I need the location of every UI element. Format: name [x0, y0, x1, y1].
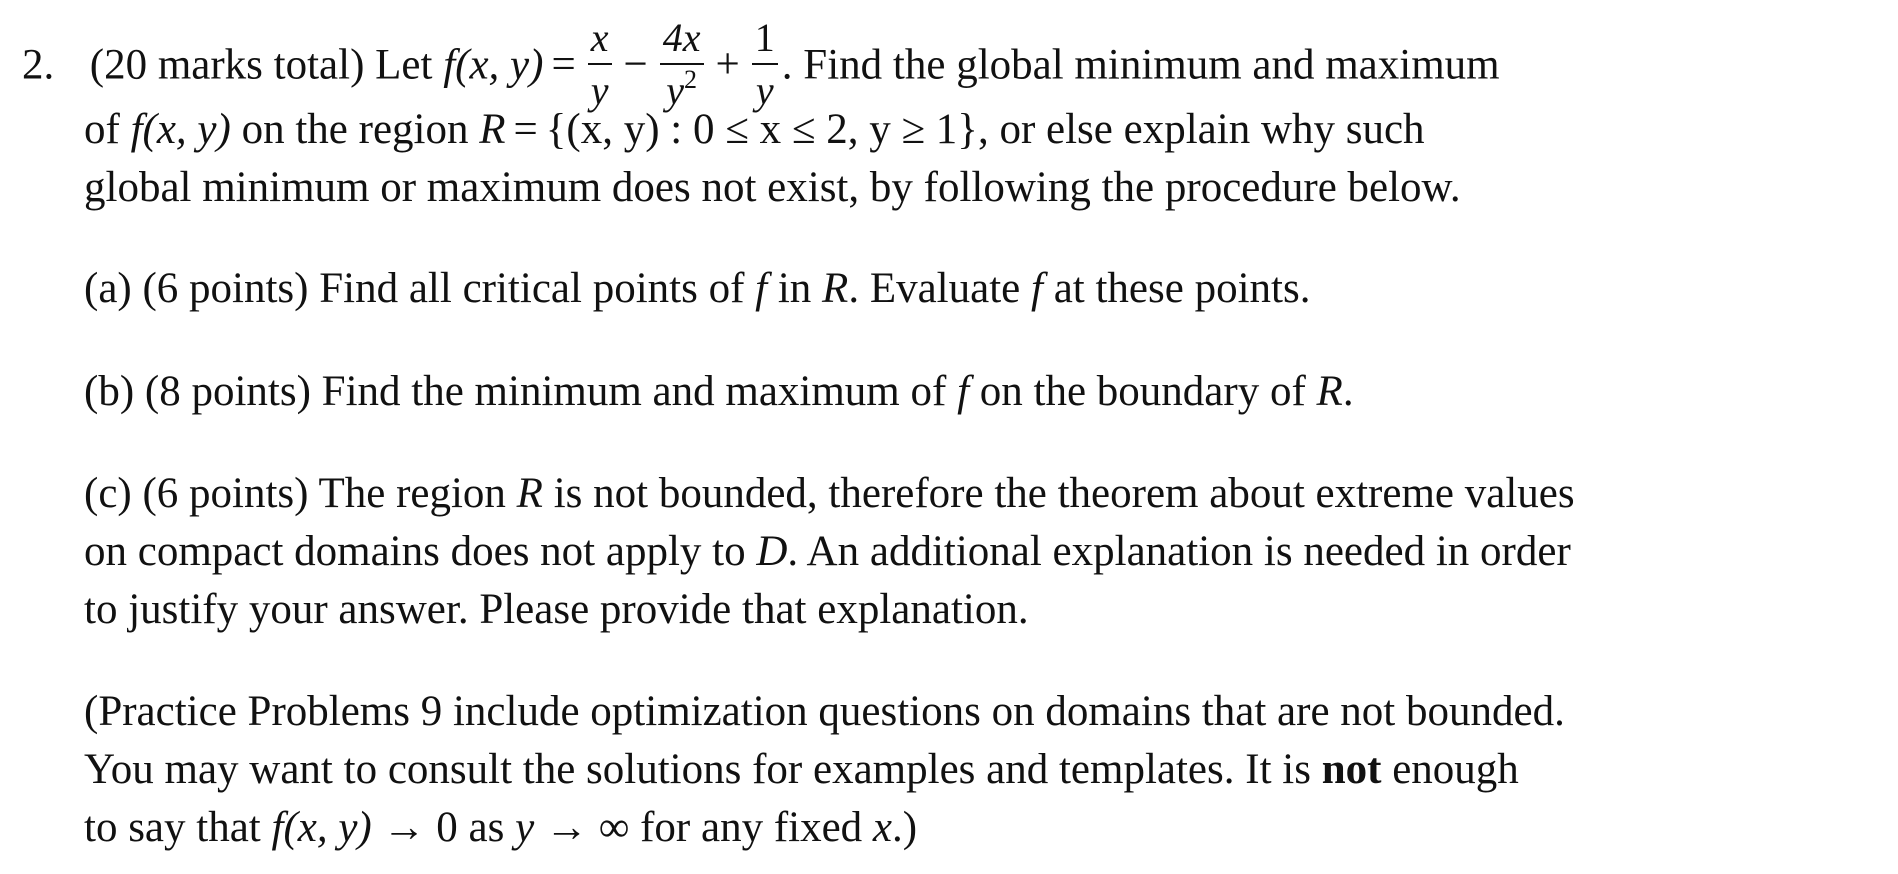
note-text: (Practice Problems 9 include optimization questions on domains that are not bounded.: [84, 688, 1565, 735]
denominator-base: y: [666, 68, 685, 113]
part-c-text: (c) (6 points) The region: [84, 470, 517, 517]
note-emphasis: not: [1321, 746, 1382, 793]
part-a-text: (a) (6 points) Find all critical points of: [84, 265, 756, 312]
part-b-text: .: [1342, 368, 1354, 415]
part-c-line-3: [84, 588, 1029, 631]
fraction-denominator: [663, 65, 700, 111]
symbol-R: R: [1316, 368, 1343, 415]
symbol-x: x: [872, 804, 893, 851]
symbol-f: f: [957, 368, 970, 415]
text-of: of: [84, 106, 131, 153]
part-c-text: on compact domains does not apply to: [84, 528, 757, 575]
symbol-R: R: [516, 470, 543, 517]
part-c-text: . An additional explanation is needed in order: [787, 528, 1571, 575]
function-fxy: [131, 106, 231, 153]
problem-line-1: [22, 15, 1500, 115]
fraction-numerator: 1: [754, 15, 775, 60]
problem-number: 2.: [22, 41, 55, 89]
part-c-line-2: [84, 530, 1571, 573]
note-text: → 0 as: [371, 804, 516, 851]
fraction-4x-over-y2: [660, 15, 704, 113]
part-b-text: on the boundary of: [969, 368, 1317, 415]
text-or-else: , or else explain why such: [977, 106, 1425, 153]
note-line-3: [84, 806, 917, 849]
part-a-text: at these points.: [1042, 265, 1311, 312]
denominator-exponent: 2: [684, 65, 698, 94]
region-equals: =: [513, 106, 538, 153]
part-b-text: (b) (8 points) Find the minimum and maximum of: [84, 368, 958, 415]
part-c-text: to justify your answer. Please provide that explanation.: [84, 586, 1029, 633]
symbol-y: y: [515, 804, 535, 851]
fraction-1-over-y: [752, 15, 778, 113]
fraction-x-over-y: [588, 15, 612, 113]
note-line-2: [84, 748, 1519, 791]
fraction-numerator: x: [590, 15, 609, 60]
note-line-1: [84, 690, 1565, 733]
symbol-D: D: [756, 528, 788, 575]
formula-f: f: [443, 41, 456, 89]
note-text: to say that: [84, 804, 272, 851]
function-name: f: [130, 106, 143, 153]
fraction-numerator: 4x: [662, 15, 701, 60]
problem-intro: (20 marks total) Let: [89, 41, 444, 89]
function-fxy: f(x, y): [271, 804, 372, 851]
problem-line-2: [84, 108, 1425, 151]
part-a-text: in: [767, 265, 823, 312]
note-text: .): [892, 804, 918, 851]
note-text: enough: [1381, 746, 1519, 793]
formula-equals: =: [551, 41, 576, 89]
part-b: [84, 370, 1354, 413]
symbol-f: f: [1031, 265, 1043, 312]
problem-instruction: global minimum or maximum does not exist, by following the procedure below.: [84, 164, 1461, 211]
symbol-R: R: [822, 265, 849, 312]
function-args: (x, y): [142, 106, 231, 153]
part-a-text: . Evaluate: [848, 265, 1031, 312]
note-text: → ∞ for any fixed: [534, 804, 873, 851]
region-set: {(x, y) : 0 ≤ x ≤ 2, y ≥ 1}: [545, 106, 978, 153]
region-symbol: R: [479, 106, 506, 153]
formula-args: (x, y): [455, 41, 544, 89]
problem-line-3: [84, 166, 1461, 209]
formula-minus: −: [623, 41, 648, 89]
fraction-denominator: y: [590, 68, 609, 113]
note-text: You may want to consult the solutions for examples and templates. It is: [84, 746, 1322, 793]
formula-plus: +: [715, 41, 740, 89]
fraction-denominator: y: [755, 68, 774, 113]
part-a: [84, 267, 1310, 310]
text-on-region: on the region: [230, 106, 480, 153]
symbol-f: f: [755, 265, 768, 312]
part-c-text: is not bounded, therefore the theorem about extreme values: [542, 470, 1575, 517]
part-c-line-1: [84, 472, 1575, 515]
problem-intro-tail: . Find the global minimum and maximum: [781, 41, 1500, 89]
